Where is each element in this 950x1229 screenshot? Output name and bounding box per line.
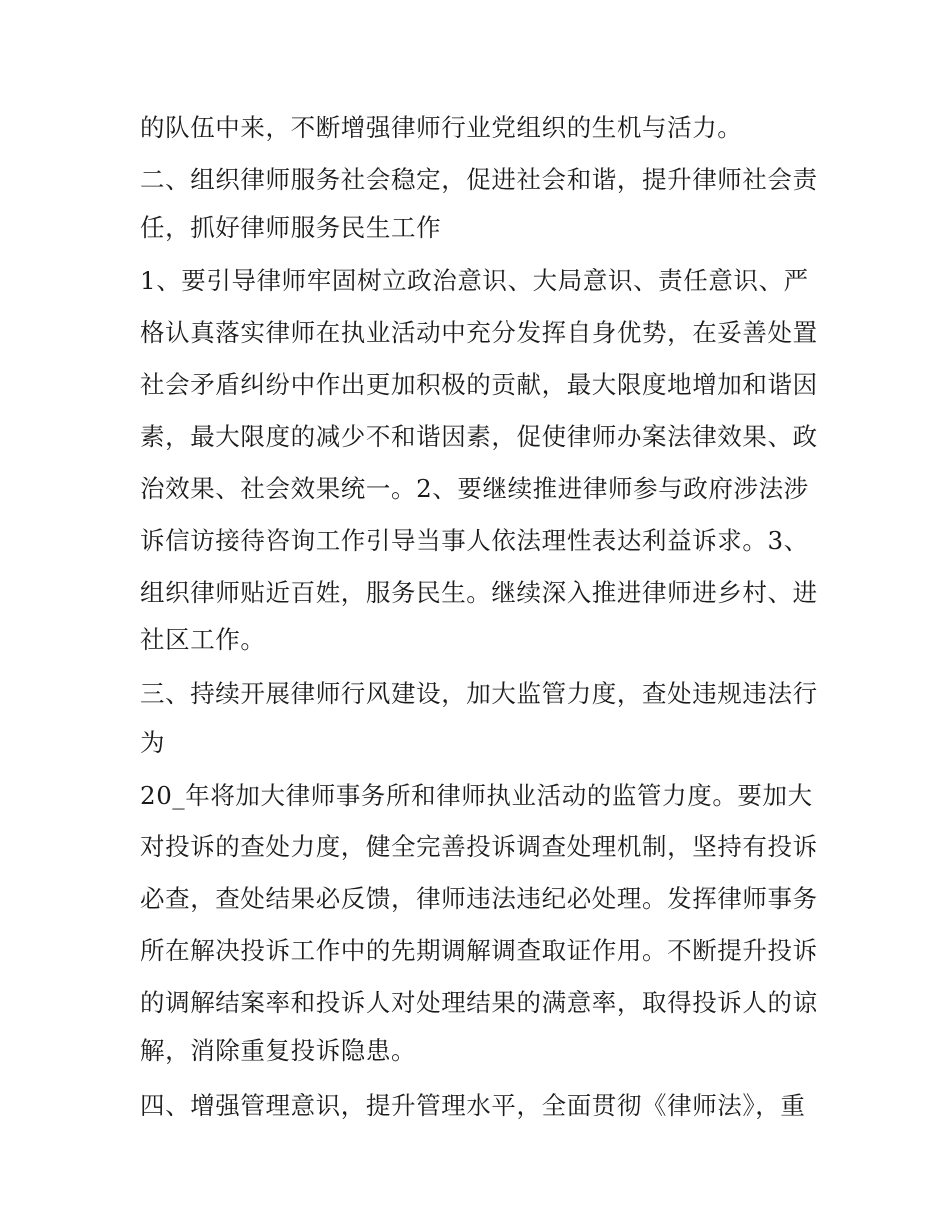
text-line: 素，最大限度的减少不和谐因素，促使律师办案法律效果、政 <box>140 422 818 451</box>
text-line: 组织律师贴近百姓，服务民生。继续深入推进律师进乡村、进 <box>140 578 818 607</box>
section-heading: 任，抓好律师服务民生工作 <box>140 213 442 242</box>
text-line: 格认真落实律师在执业活动中充分发挥自身优势，在妥善处置 <box>140 318 818 347</box>
text-line: 的调解结案率和投诉人对处理结果的满意率，取得投诉人的谅 <box>140 988 818 1017</box>
section-heading: 三、持续开展律师行风建设，加大监管力度，查处违规违法行 <box>140 679 818 708</box>
text-line: 对投诉的查处力度，健全完善投诉调查处理机制，坚持有投诉 <box>140 832 818 861</box>
text-line: 20_年将加大律师事务所和律师执业活动的监管力度。要加大 <box>140 781 813 810</box>
text-line: 社会矛盾纠纷中作出更加积极的贡献，最大限度地增加和谐因 <box>140 370 818 399</box>
text-line: 解，消除重复投诉隐患。 <box>140 1036 417 1065</box>
text-line: 必查，查处结果必反馈，律师违法违纪必处理。发挥律师事务 <box>140 884 818 913</box>
text-line: 治效果、社会效果统一。2、要继续推进律师参与政府涉法涉 <box>140 474 809 503</box>
text-line: 1、要引导律师牢固树立政治意识、大局意识、责任意识、严 <box>140 266 809 295</box>
section-heading: 为 <box>140 728 166 757</box>
text-line: 诉信访接待咨询工作引导当事人依法理性表达利益诉求。3、 <box>140 526 809 555</box>
text-line: 所在解决投诉工作中的先期调解调查取证作用。不断提升投诉 <box>140 936 818 965</box>
section-heading: 四、增强管理意识，提升管理水平，全面贯彻《律师法》，重 <box>140 1091 806 1120</box>
text-line: 的队伍中来，不断增强律师行业党组织的生机与活力。 <box>140 113 743 142</box>
text-line: 社区工作。 <box>140 625 266 654</box>
section-heading: 二、组织律师服务社会稳定，促进社会和谐，提升律师社会责 <box>140 165 818 194</box>
